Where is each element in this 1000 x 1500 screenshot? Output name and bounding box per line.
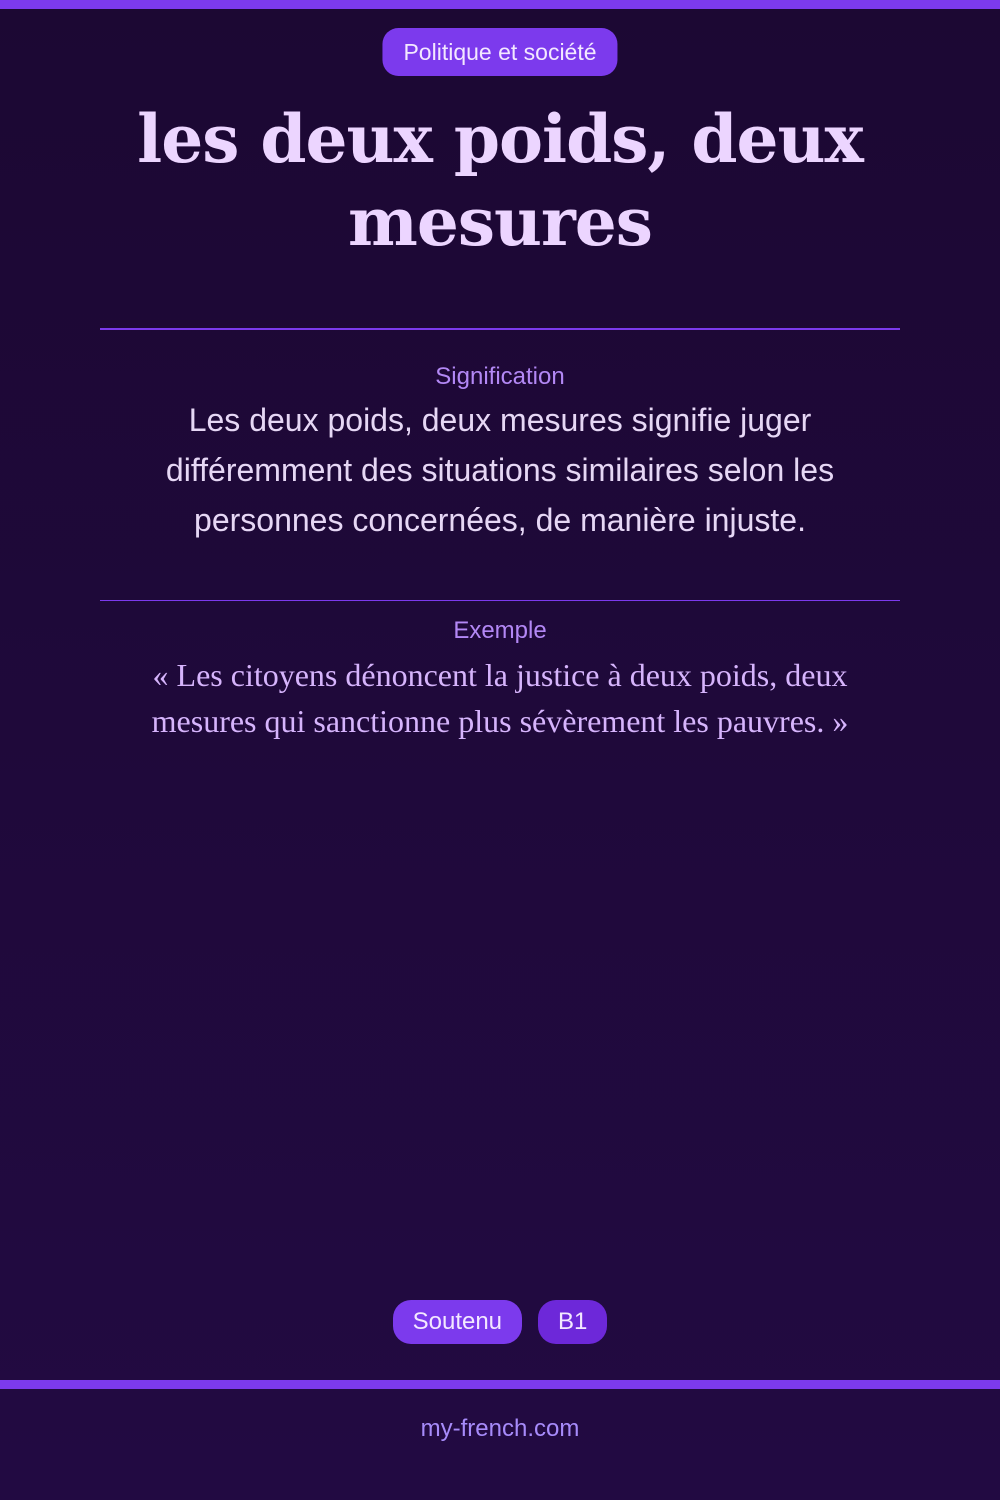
expression-title: les deux poids, deux mesures <box>137 100 863 261</box>
meaning-label: Signification <box>435 363 565 390</box>
footer-site-link[interactable]: my-french.com <box>420 1415 580 1442</box>
divider-middle <box>100 600 900 601</box>
example-label: Exemple <box>453 617 547 644</box>
divider-top <box>100 328 900 330</box>
register-tag: Soutenu <box>393 1300 522 1344</box>
level-tag: B1 <box>538 1300 607 1344</box>
example-text: « Les citoyens dénoncent la justice à deux poids, deux mesures qui sanctionne plus sévèrement les pauvres. » <box>151 657 849 739</box>
meaning-text: Les deux poids, deux mesures signifie juger différemment des situations similaires selon les personnes concernées, de manière injuste. <box>165 402 835 538</box>
category-badge: Politique et société <box>382 28 617 76</box>
tag-list <box>0 1300 1000 1344</box>
top-accent-bar <box>0 0 1000 9</box>
bottom-accent-bar <box>0 1380 1000 1389</box>
